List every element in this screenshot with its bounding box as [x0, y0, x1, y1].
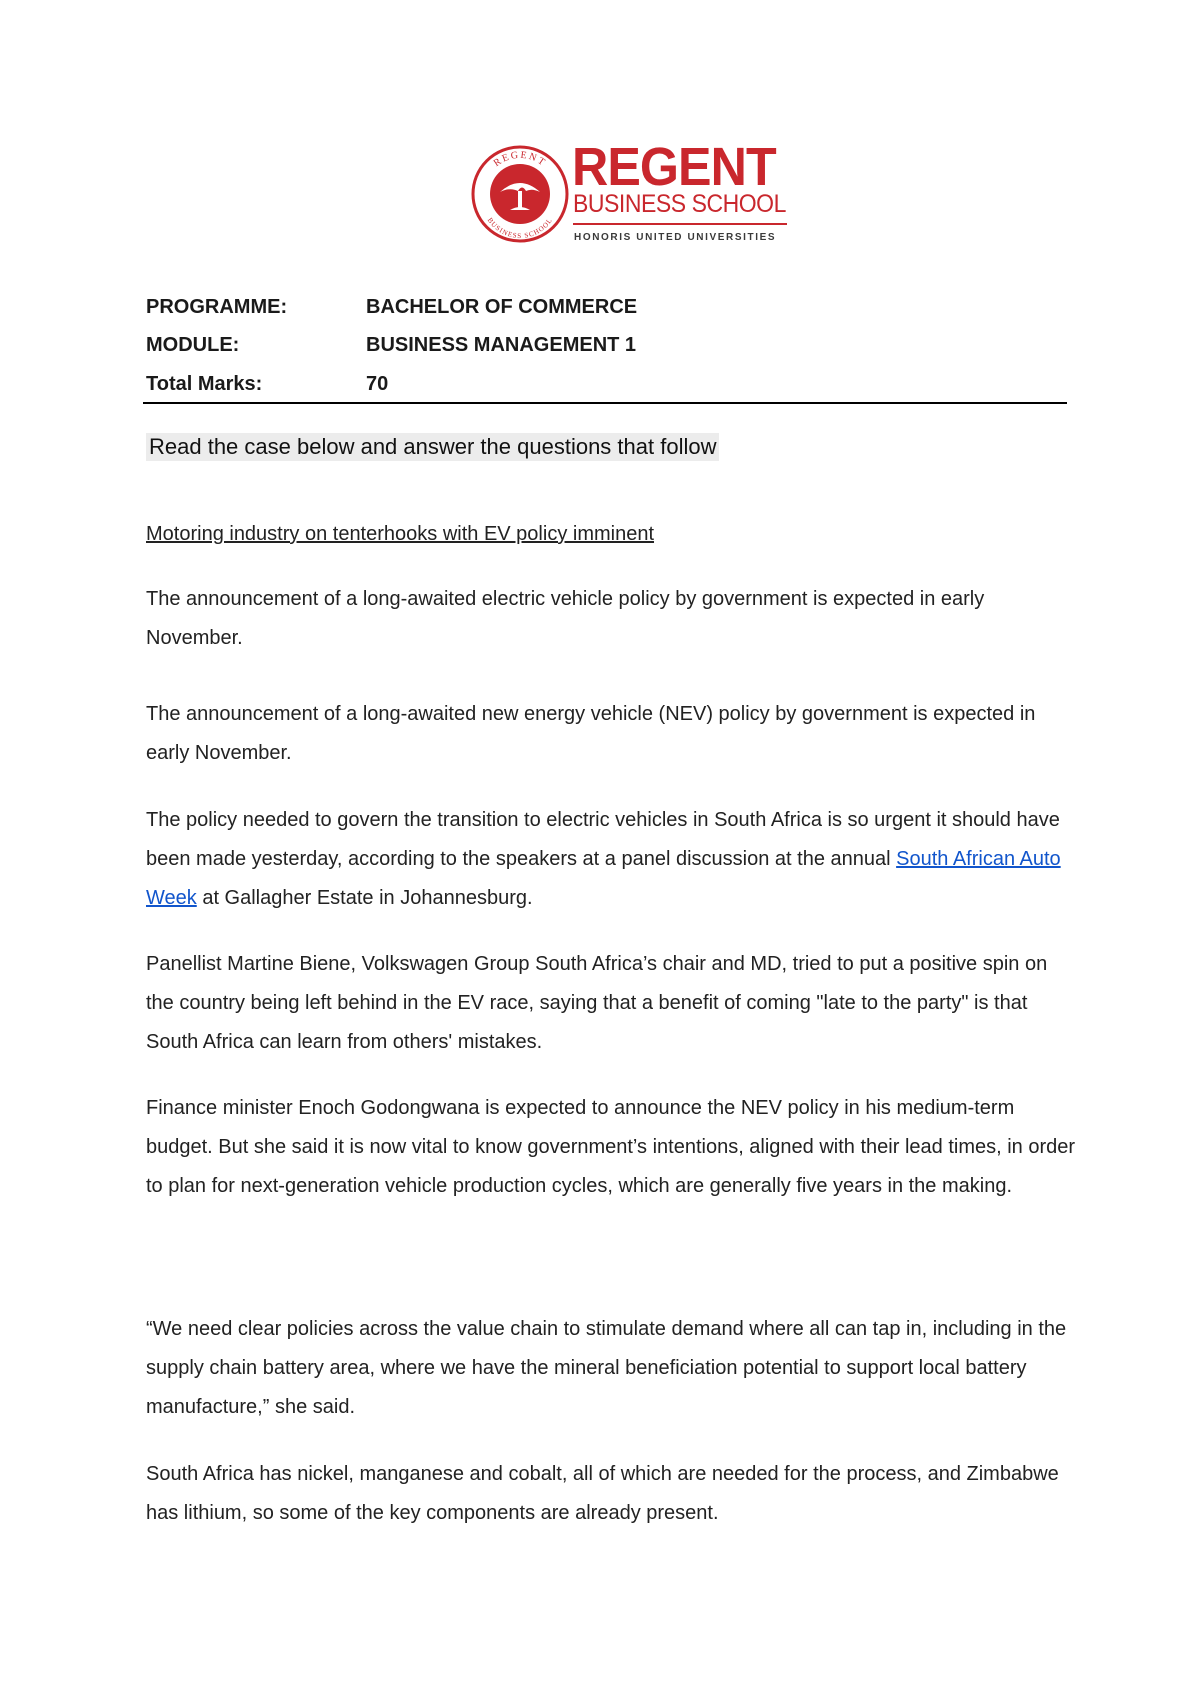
- logo-subtitle: BUSINESS SCHOOL: [573, 190, 786, 218]
- programme-value: BACHELOR OF COMMERCE: [366, 296, 638, 318]
- article-paragraph-6: “We need clear policies across the value chain to stimulate demand where all can tap in, including in the supply chain battery area, where we have the mineral beneficiation potential to support local battery manufacture,” she said.: [146, 1318, 1067, 1418]
- south-african-auto-week-link[interactable]: South African Auto Week: [146, 848, 1061, 909]
- article-paragraph-7: South Africa has nickel, manganese and cobalt, all of which are needed for the process, and Zimbabwe has lithium, so some of the key components are already present.: [146, 1463, 1059, 1524]
- instruction-text: Read the case below and answer the questions that follow: [146, 433, 719, 461]
- regent-logo: [470, 137, 790, 257]
- article-paragraph-2: The announcement of a long-awaited new energy vehicle (NEV) policy by government is expected in early November.: [146, 703, 1036, 764]
- article-paragraph-1: The announcement of a long-awaited electric vehicle policy by government is expected in early November.: [146, 588, 985, 649]
- article-paragraph-3: [146, 801, 1076, 918]
- article-paragraph-4: Panellist Martine Biene, Volkswagen Group South Africa’s chair and MD, tried to put a positive spin on the country being left behind in the EV race, saying that a benefit of coming "late to the party" is that South Africa can learn from others' mistakes.: [146, 953, 1048, 1053]
- paragraph-3-text-start: The policy needed to govern the transition to electric vehicles in South Africa is so urgent it should have been made yesterday, according to the speakers at a panel discussion at the annual: [146, 809, 1060, 870]
- logo-divider: [573, 223, 787, 225]
- module-label: MODULE:: [146, 334, 240, 356]
- paragraph-3-text-end: at Gallagher Estate in Johannesburg.: [196, 887, 533, 909]
- regent-seal-icon: [470, 144, 570, 244]
- marks-label: Total Marks:: [146, 373, 263, 395]
- article-paragraph-5: Finance minister Enoch Godongwana is expected to announce the NEV policy in his medium-term budget. But she said it is now vital to know government’s intentions, aligned with their lead times, in order to plan for next-generation vehicle production cycles, which are generally five years in the making.: [146, 1097, 1076, 1197]
- marks-value: 70: [366, 373, 389, 395]
- header-rule: [143, 402, 1067, 404]
- logo-tagline: HONORIS UNITED UNIVERSITIES: [574, 232, 777, 243]
- seal-text-top: REGENT: [491, 149, 549, 170]
- module-value: BUSINESS MANAGEMENT 1: [366, 334, 637, 356]
- seal-text-bottom: BUSINESS SCHOOL: [485, 216, 555, 241]
- logo-wordmark: REGENT: [572, 137, 776, 197]
- programme-label: PROGRAMME:: [146, 296, 288, 318]
- article-headline: Motoring industry on tenterhooks with EV policy imminent: [146, 523, 655, 545]
